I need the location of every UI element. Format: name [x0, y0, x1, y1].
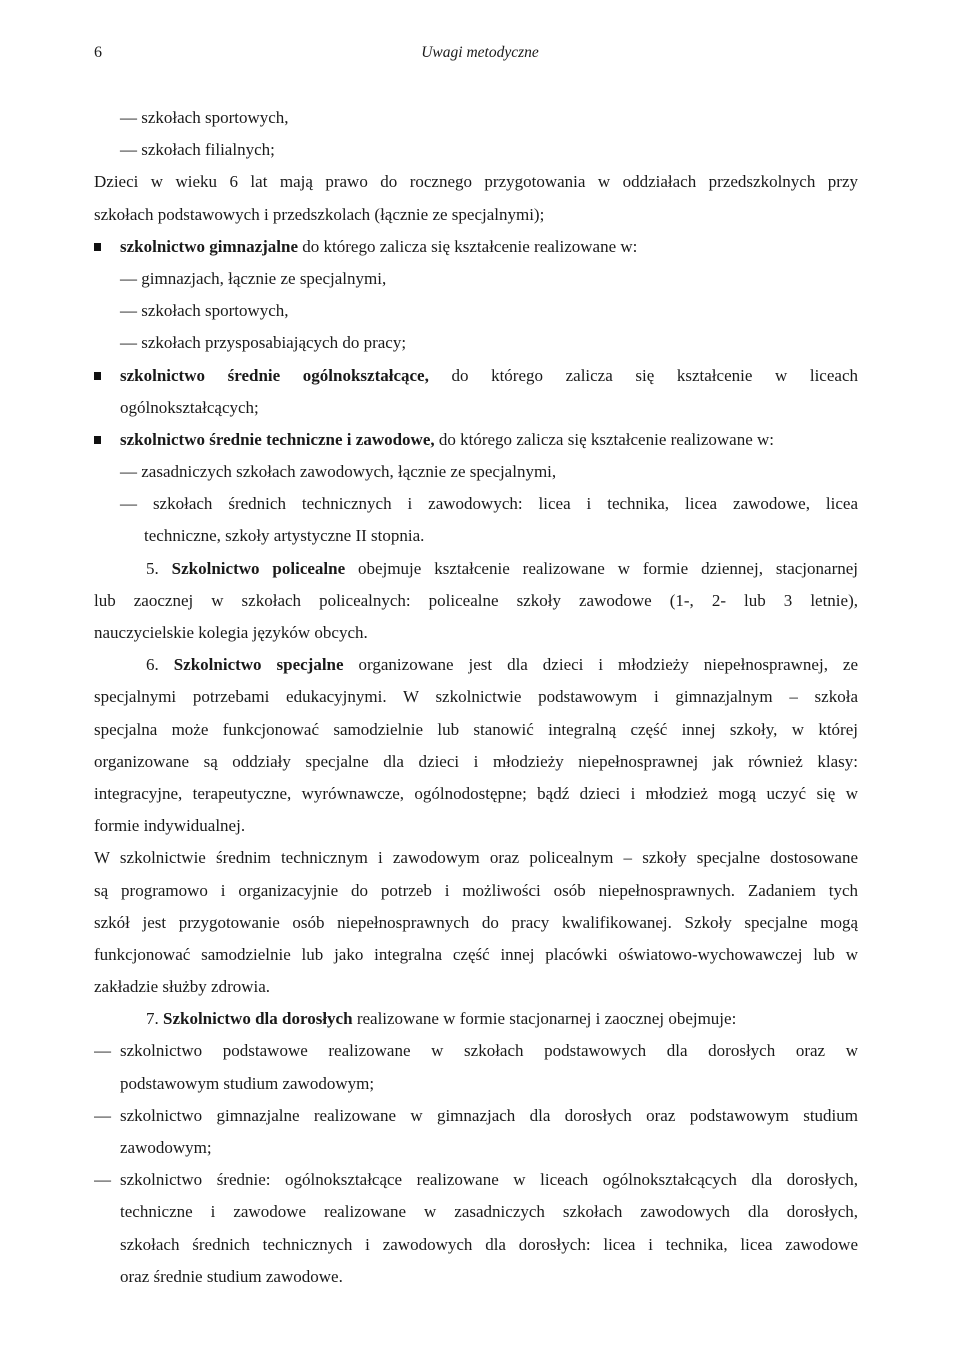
page-number: 6	[94, 44, 102, 61]
bullet-text: do którego zalicza się kształcenie realizowane w:	[298, 236, 638, 256]
dash-item	[94, 1035, 858, 1067]
text-line: szkół jest przygotowanie osób niepełnosprawnych do pracy kwalifikowanej. Szkoły specjalne mogą	[94, 912, 858, 932]
text-line: — szkołach sportowych,	[120, 108, 289, 127]
bullet-text: do którego zalicza się kształcenie realizowane w:	[434, 429, 774, 449]
dash-item-text: szkolnictwo gimnazjalne realizowane w gimnazjach dla dorosłych oraz podstawowym studium	[120, 1105, 858, 1125]
text-line: — szkołach średnich technicznych i zawodowych: licea i technika, licea zawodowe, licea	[120, 494, 858, 514]
bold-term: szkolnictwo średnie techniczne i zawodowe,	[120, 429, 435, 449]
section-heading-line	[94, 1003, 858, 1035]
text-line: organizowane są oddziały specjalne dla dzieci i młodzieży niepełnosprawnej jak również klasy:	[94, 751, 858, 771]
square-bullet-icon	[94, 372, 101, 380]
dash-item	[94, 1100, 858, 1132]
square-bullet-icon	[94, 243, 101, 251]
text-line: szkołach podstawowych i przedszkolach (łącznie ze specjalnymi);	[94, 204, 545, 224]
dash-item-text: szkolnictwo podstawowe realizowane w szkołach podstawowych dla dorosłych oraz w	[120, 1041, 858, 1061]
text-line: Dzieci w wieku 6 lat mają prawo do rocznego przygotowania w oddziałach przedszkolnych przy	[94, 172, 858, 192]
text-line: — szkołach filialnych;	[120, 140, 275, 160]
section-text: organizowane jest dla dzieci i młodzieży niepełnosprawnej, ze	[343, 655, 858, 675]
bullet-item	[94, 231, 858, 263]
section-number: 5.	[146, 558, 159, 578]
text-line: ogólnokształcących;	[120, 397, 259, 417]
bold-term: Szkolnictwo policealne	[158, 558, 346, 578]
bold-term: szkolnictwo gimnazjalne	[120, 236, 299, 256]
bold-term: Szkolnictwo dla dorosłych	[158, 1009, 353, 1029]
text-line: integracyjne, terapeutyczne, wyrównawcze, ogólnodostępne; bądź dzieci i młodzież mogą uczyć się w	[94, 783, 858, 803]
text-line: formie indywidualnej.	[94, 816, 246, 836]
dash-marker: —	[94, 1170, 111, 1190]
bullet-item	[94, 360, 858, 392]
bold-term: Szkolnictwo specjalne	[158, 655, 344, 675]
text-line: lub zaocznej w szkołach policealnych: policealne szkoły zawodowe (1-, 2- lub 3 letnie),	[94, 590, 858, 610]
text-line: nauczycielskie kolegia języków obcych.	[94, 623, 368, 642]
text-line: — gimnazjach, łącznie ze specjalnymi,	[120, 268, 387, 288]
text-line: techniczne, szkoły artystyczne II stopnia.	[144, 526, 425, 546]
text-line: — szkołach przysposabiających do pracy;	[120, 333, 407, 353]
text-line: szkołach średnich technicznych i zawodowych dla dorosłych: licea i technika, licea zawodowe	[120, 1234, 858, 1254]
text-line: oraz średnie studium zawodowe.	[120, 1266, 343, 1286]
section-number: 7.	[146, 1009, 159, 1029]
bullet-text: do którego zalicza się kształcenie w liceach	[428, 365, 858, 385]
square-bullet-icon	[94, 436, 101, 444]
dash-item	[94, 1164, 858, 1196]
text-line: W szkolnictwie średnim technicznym i zawodowym oraz policealnym – szkoły specjalne dostosowane	[94, 848, 858, 868]
section-text: obejmuje kształcenie realizowane w formie dziennej, stacjonarnej	[345, 558, 858, 578]
running-title: Uwagi metodyczne	[421, 44, 539, 61]
text-line: funkcjonować samodzielnie lub jako integralna część innej placówki oświatowo-wychowawczej lub w	[94, 944, 858, 964]
body-text	[94, 102, 858, 1293]
text-line: techniczne i zawodowe realizowane w zasadniczych szkołach zawodowych dla dorosłych,	[120, 1202, 858, 1222]
section-text: realizowane w formie stacjonarnej i zaocznej obejmuje:	[352, 1009, 737, 1029]
text-line: podstawowym studium zawodowym;	[120, 1073, 375, 1093]
text-line: specjalnymi potrzebami edukacyjnymi. W szkolnictwie podstawowym i gimnazjalnym – szkoła	[94, 687, 858, 707]
text-line: specjalna może funkcjonować samodzielnie lub stanowić integralną część innej szkoły, w której	[94, 719, 858, 739]
section-heading-line	[94, 649, 858, 681]
dash-marker: —	[94, 1041, 111, 1061]
section-heading-line	[94, 553, 858, 585]
dash-marker: —	[94, 1105, 111, 1125]
text-line: — szkołach sportowych,	[120, 301, 289, 321]
text-line: zakładzie służby zdrowia.	[94, 977, 271, 997]
bold-term: szkolnictwo średnie ogólnokształcące,	[120, 365, 429, 385]
text-line: są programowo i organizacyjnie do potrzeb i możliwości osób niepełnosprawnych. Zadaniem tych	[94, 880, 858, 900]
running-header	[94, 44, 866, 68]
text-line: zawodowym;	[120, 1138, 212, 1157]
section-number: 6.	[146, 655, 159, 675]
text-line: — zasadniczych szkołach zawodowych, łącznie ze specjalnymi,	[120, 462, 557, 482]
bullet-item	[94, 424, 858, 456]
dash-item-text: szkolnictwo średnie: ogólnokształcące realizowane w liceach ogólnokształcących dla dorosłych,	[120, 1170, 858, 1190]
